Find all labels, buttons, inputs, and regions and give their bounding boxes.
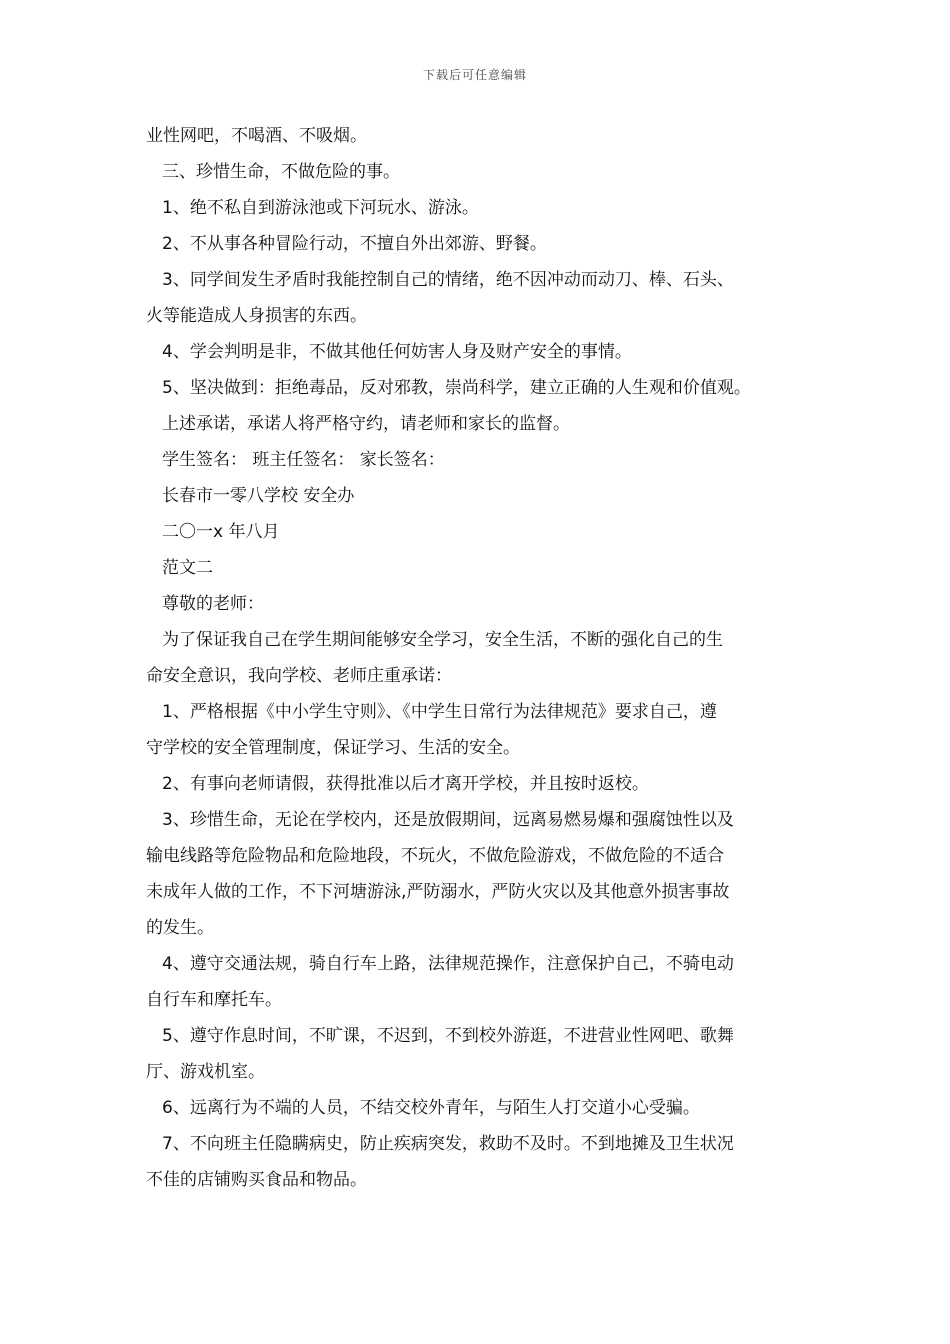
issuer-line: 长春市一零八学校 安全办 [162,486,355,506]
text-line: 为了保证我自己在学生期间能够安全学习，安全生活，不断的强化自己的生 [162,630,723,650]
section-title: 范文二 [162,558,213,578]
page-header: 下载后可任意编辑 [422,68,527,82]
text-line: 2、不从事各种冒险行动，不擅自外出郊游、野餐。 [162,234,547,254]
text-line: 业性网吧，不喝酒、不吸烟。 [146,126,367,146]
text-line: 7、不向班主任隐瞒病史，防止疾病突发，救助不及时。不到地摊及卫生状况 [162,1134,734,1154]
signature-line: 学生签名： 班主任签名： 家长签名： [162,450,445,470]
text-line: 上述承诺，承诺人将严格守约，请老师和家长的监督。 [162,414,570,434]
text-line: 不佳的店铺购买食品和物品。 [146,1170,367,1190]
salutation: 尊敬的老师： [162,594,264,614]
text-line: 5、遵守作息时间，不旷课，不迟到，不到校外游逛，不进营业性网吧、歌舞 [162,1026,734,1046]
text-line: 三、珍惜生命，不做危险的事。 [162,162,400,182]
text-line: 1、严格根据《中小学生守则》、《中学生日常行为法律规范》要求自己，遵 [162,702,717,722]
date-line: 二〇一x 年八月 [162,522,280,542]
text-line: 厅、游戏机室。 [146,1062,265,1082]
text-line: 未成年人做的工作，不下河塘游泳,严防溺水，严防火灾以及其他意外损害事故 [146,882,730,902]
text-line: 命安全意识，我向学校、老师庄重承诺： [146,666,452,686]
document-body [146,118,814,1198]
text-line: 5、坚决做到：拒绝毒品，反对邪教，崇尚科学，建立正确的人生观和价值观。 [162,378,751,398]
text-line: 自行车和摩托车。 [146,990,282,1010]
text-line: 3、珍惜生命，无论在学校内，还是放假期间，远离易燃易爆和强腐蚀性以及 [162,810,734,830]
text-line: 输电线路等危险物品和危险地段，不玩火，不做危险游戏，不做危险的不适合 [146,846,724,866]
text-line: 2、有事向老师请假，获得批准以后才离开学校，并且按时返校。 [162,774,649,794]
text-line: 4、学会判明是非，不做其他任何妨害人身及财产安全的事情。 [162,342,632,362]
text-line: 1、绝不私自到游泳池或下河玩水、游泳。 [162,198,479,218]
text-line: 的发生。 [146,918,214,938]
text-line: 守学校的安全管理制度，保证学习、生活的安全。 [146,738,520,758]
text-line: 3、同学间发生矛盾时我能控制自己的情绪，绝不因冲动而动刀、棒、石头、 [162,270,734,290]
text-line: 6、远离行为不端的人员，不结交校外青年，与陌生人打交道小心受骗。 [162,1098,700,1118]
text-line: 4、遵守交通法规，骑自行车上路，法律规范操作，注意保护自己，不骑电动 [162,954,734,974]
text-line: 火等能造成人身损害的东西。 [146,306,367,326]
